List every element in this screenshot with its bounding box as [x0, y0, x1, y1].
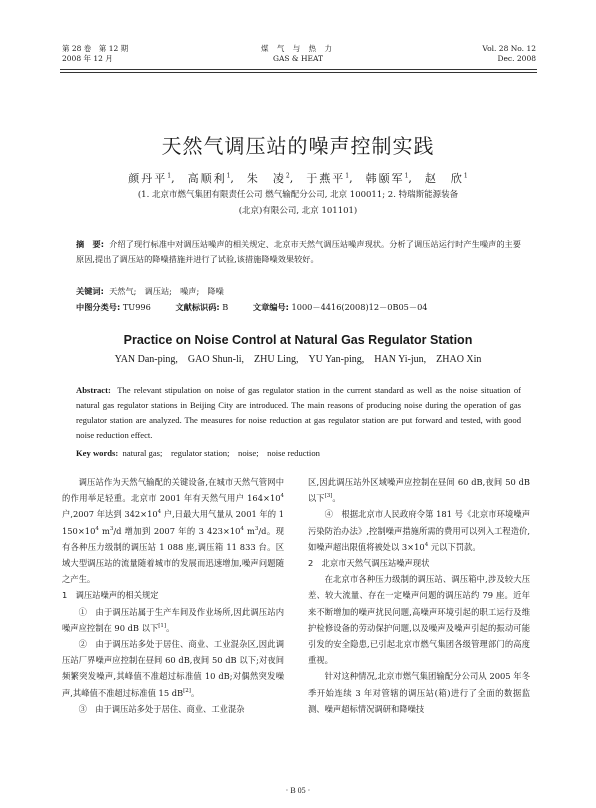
author-name: 颜丹平 [128, 172, 168, 185]
author-affil-mark: 1 [404, 172, 409, 180]
abstract-text-zh: 介绍了现行标准中对调压站噪声的相关规定、北京市天然气调压站噪声现状。分析了调压站运行时产生噪声的主要原因,提出了调压站的降噪措施并进行了试验,该措施降噪效果较好。 [76, 239, 521, 264]
body-paragraph-continued: 区,因此调压站外区域噪声应控制在昼间 60 dB,夜间 50 dB 以下[3]。 [308, 477, 530, 504]
body-paragraph: ① 由于调压站属于生产车间及作业场所,因此调压站内噪声应控制在 90 dB 以下[1]。 [62, 606, 284, 633]
author-name: 高顺利 [187, 172, 227, 185]
clc-label: 中图分类号: [76, 302, 121, 312]
affiliation-line: (1. 北京市燃气集团有限责任公司 燃气输配分公司, 北京 100011; 2. 特瑞斯能源装备 [137, 190, 459, 200]
section-heading-1: 1 调压站噪声的相关规定 [62, 590, 159, 601]
author-affil-mark: 1 [226, 172, 231, 180]
volume-issue-en: Vol. 28 No. 12 [482, 44, 536, 53]
author-affil-mark: 1 [463, 172, 468, 180]
body-paragraph: ③ 由于调压站多处于居住、商业、工业混杂 [78, 703, 245, 714]
body-column-left [62, 474, 284, 717]
header-right [482, 44, 536, 64]
journal-name-zh: 煤 气 与 热 力 [260, 44, 336, 53]
author-name: 于燕平 [306, 172, 346, 185]
author-name: 赵 欣 [424, 172, 464, 185]
section-heading-2: 2 北京市天然气调压站噪声现状 [308, 558, 430, 569]
clc-value: TU996 [122, 302, 151, 312]
keywords-en [76, 446, 521, 460]
article-title-en: Practice on Noise Control at Natural Gas Regulator Station [123, 333, 473, 347]
article-number-label: 文章编号: [252, 302, 289, 312]
abstract-text-en: The relevant stipulation on noise of gas regulator station in the current standard as well as the noise situation of natural gas regulator stations in Beijing City are introduced. The main reasons of producing noise during the operation of gas regulator station are analyzed. The measures for noise reduction at gas regulator station are put forward and tested, with good noise reduction effect. [76, 385, 521, 440]
article-number-value: 1000－4416(2008)12－0B05－04 [291, 302, 428, 312]
article-title-zh: 天然气调压站的噪声控制实践 [161, 134, 435, 158]
abstract-label-en: Abstract: [76, 385, 111, 395]
keywords-zh [76, 284, 521, 298]
author-affil-mark: 2 [285, 172, 290, 180]
intro-paragraph: 调压站作为天然气输配的关键设备,在城市天然气管网中的作用举足轻重。北京市 2001 年有天然气用户 $164\times 10^4$ 户,2007 年达到 $342\times 10^4$ 户,日最大用气量从 2001 年的 1 $150\times 10^4$ $m^3/d$ 增加到 2007 年的 3 $423\times 10^4$ $m^3/d$。现有各种压力级制的调压站 1 088 座,调压箱 11 833 台。区域大型调压站的流量随着城市的发展而迅速增加,噪声问题随之产生。 [62, 477, 284, 585]
header-rule-thick [60, 69, 537, 70]
author-affil-mark: 1 [167, 172, 172, 180]
body-paragraph: 针对这种情况,北京市燃气集团输配分公司从 2005 年冬季开始连续 3 年对管辖的调压站(箱)进行了全面的数据监测、噪声超标情况调研和降噪技 [308, 671, 530, 714]
abstract-en [76, 383, 521, 443]
header-rule-thin [60, 72, 537, 73]
author-name: 韩颐军 [365, 172, 405, 185]
abstract-zh [76, 237, 521, 267]
body-column-right [308, 474, 530, 717]
citation-ref: [1] [158, 623, 167, 630]
keywords-label-zh: 关键词: [76, 286, 104, 296]
journal-name-en: GAS & HEAT [272, 54, 323, 63]
author-affil-mark: 1 [345, 172, 350, 180]
author-name: 朱 凌 [246, 172, 286, 185]
body-paragraph: 在北京市各种压力级制的调压站、调压箱中,涉及较大压差、较大流量、存在一定噪声问题的调压站约 79 座。近年来不断增加的噪声扰民问题,高噪声环境引起的职工运行及维护检修设备的劳动保护问题,以及噪声及噪声引起的振动可能引发的安全隐患,已引起北京市燃气集团各级管理部门的高度重视。 [308, 574, 530, 666]
body-paragraph: ② 由于调压站多处于居住、商业、工业混杂区,因此调压站厂界噪声应控制在昼间 60 dB,夜间 50 dB 以下;对夜间频繁突发噪声,其峰值不准超过标准值 10 dB;对偶然突发噪声,其峰值不准超过标准值 15 dB[2]。 [62, 639, 284, 698]
date-zh: 2008 年 12 月 [62, 54, 113, 63]
keywords-text-zh: 天然气; 调压站; 噪声; 降噪 [109, 286, 224, 296]
affiliation-zh [100, 187, 496, 219]
body-paragraph: ④ 根据北京市人民政府令第 181 号《北京市环境噪声污染防治办法》,控制噪声措施所需的费用可以列入工程造价,如噪声超出限值将被处以 $3\times 10^4$ 元以下罚款。 [308, 509, 530, 552]
keywords-text-en: natural gas; regulator station; noise; noise reduction [122, 448, 320, 458]
keywords-label-en: Key words: [76, 448, 119, 458]
doc-code-value: B [222, 302, 229, 312]
author-list-en: YAN Dan-ping, GAO Shun-li, ZHU Ling, YU Yan-ping, HAN Yi-jun, ZHAO Xin [114, 354, 482, 365]
citation-ref: [2] [183, 687, 191, 694]
author-list-zh: 颜丹平$^1$, 高顺利$^1$, 朱 凌$^2$, 于燕平$^1$, 韩颐军$^1$, 赵 欣$^1$ [128, 172, 468, 185]
abstract-label-zh: 摘 要: [76, 239, 104, 249]
classification-line [76, 300, 521, 314]
volume-issue-zh: 第 28 卷 第 12 期 [62, 44, 129, 53]
doc-code-label: 文献标识码: [175, 302, 220, 312]
citation-ref: [3] [324, 493, 333, 500]
affiliation-line: (北京)有限公司, 北京 101101) [238, 206, 358, 216]
page-number: · B 05 · [285, 786, 311, 795]
date-en: Dec. 2008 [497, 54, 536, 63]
